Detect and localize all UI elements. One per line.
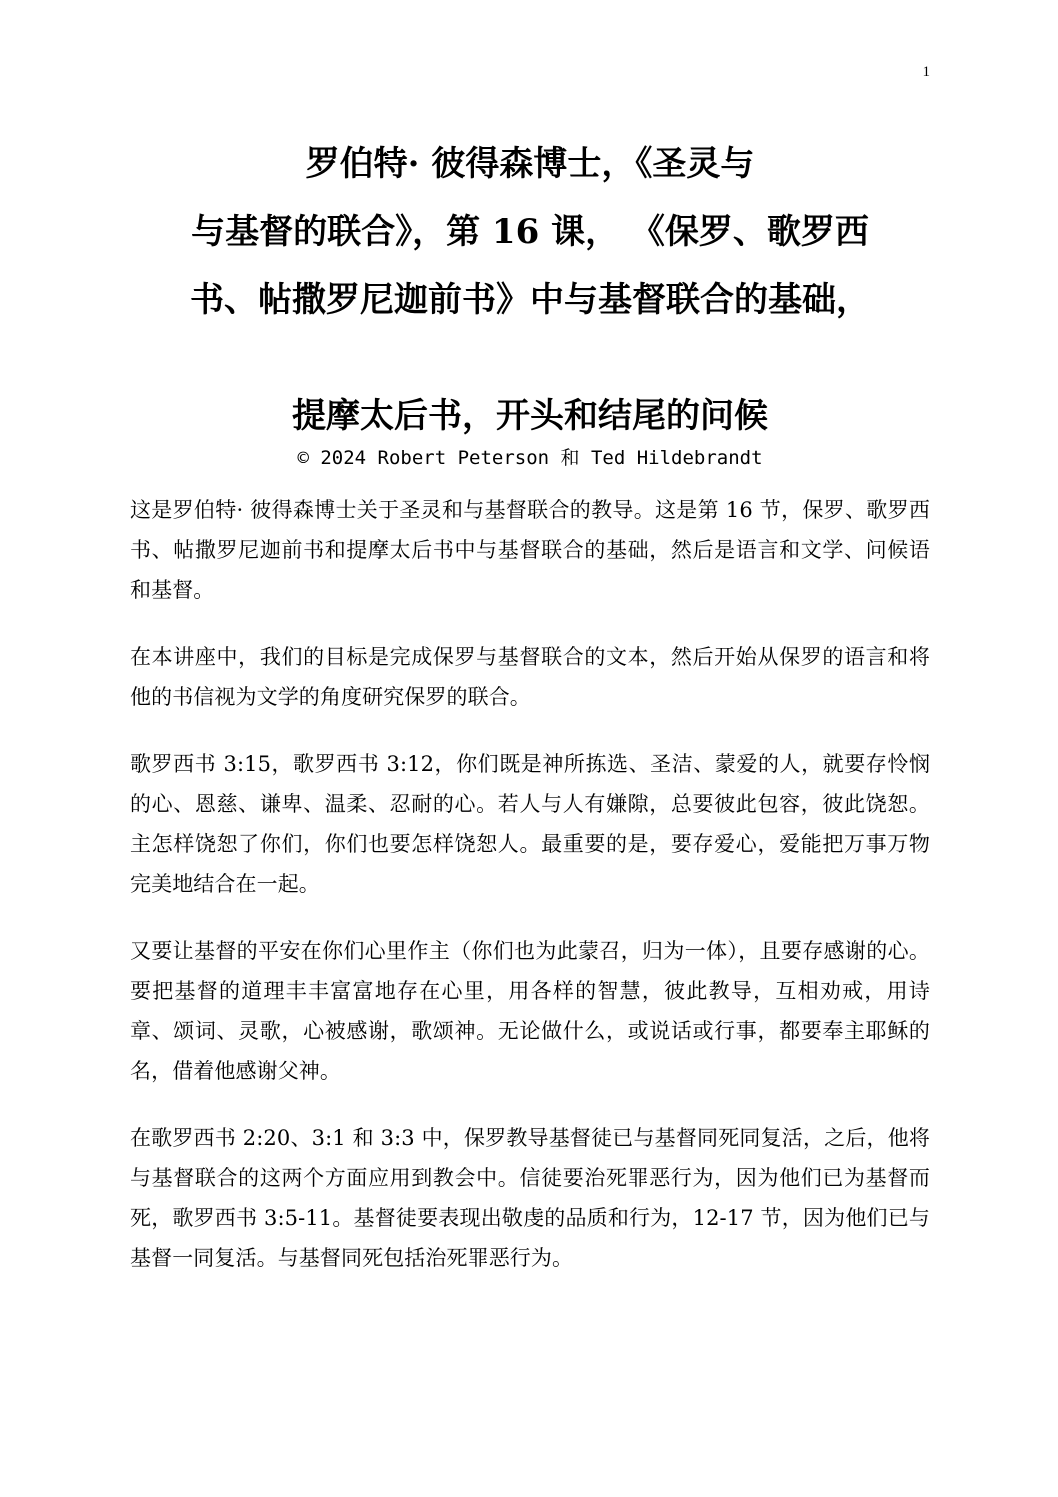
paragraph-intro: 这是罗伯特· 彼得森博士关于圣灵和与基督联合的教导。这是第 16 节，保罗、歌罗西书、帖撒罗尼迦前书和提摩太后书中与基督联合的基础，然后是语言和文学、问候语和基督。 xyxy=(130,498,930,602)
document-title-block xyxy=(100,130,960,472)
paragraph-peace-of-christ: 又要让基督的平安在你们心里作主（你们也为此蒙召，归为一体），且要存感谢的心。要把基督的道理丰丰富富地存在心里，用各样的智慧，彼此教导，互相劝戒，用诗章、颂词、灵歌，心被感谢，歌颂神。无论做什么，或说话或行事，都要奉主耶稣的名，借着他感谢父神。 xyxy=(130,939,930,1083)
paragraph-colossians-3-12: 歌罗西书 3:15，歌罗西书 3:12，你们既是神所拣选、圣洁、蒙爱的人，就要存怜悯的心、恩慈、谦卑、温柔、忍耐的心。若人与人有嫌隙，总要彼此包容，彼此饶恕。主怎样饶恕了你们，你们也要怎样饶恕人。最重要的是，要存爱心，爱能把万事万物完美地结合在一起。 xyxy=(130,752,930,896)
paragraph-lecture-goal: 在本讲座中，我们的目标是完成保罗与基督联合的文本，然后开始从保罗的语言和将他的书信视为文学的角度研究保罗的联合。 xyxy=(130,645,930,709)
document-body xyxy=(130,490,930,1305)
copyright-notice: © 2024 Robert Peterson 和 Ted Hildebrandt xyxy=(297,447,763,469)
document-title-line-4: 提摩太后书，开头和结尾的问候 xyxy=(292,396,768,436)
document-title-line-2: 与基督的联合》，第 16 课， 《保罗、歌罗西 xyxy=(191,212,869,252)
document-title-line-3: 书、帖撒罗尼迦前书》中与基督联合的基础， xyxy=(190,280,870,320)
paragraph-died-and-raised: 在歌罗西书 2:20、3:1 和 3:3 中，保罗教导基督徒已与基督同死同复活，之后，他将与基督联合的这两个方面应用到教会中。信徒要治死罪恶行为，因为他们已为基督而死，歌罗西书 3:5-11。基督徒要表现出敬虔的品质和行为，12-17 节，因为他们已与基督一同复活。与基督同死包括治死罪恶行为。 xyxy=(130,1126,930,1270)
page-number: 1 xyxy=(922,64,930,80)
document-title-line-1: 罗伯特· 彼得森博士，《圣灵与 xyxy=(305,144,755,184)
